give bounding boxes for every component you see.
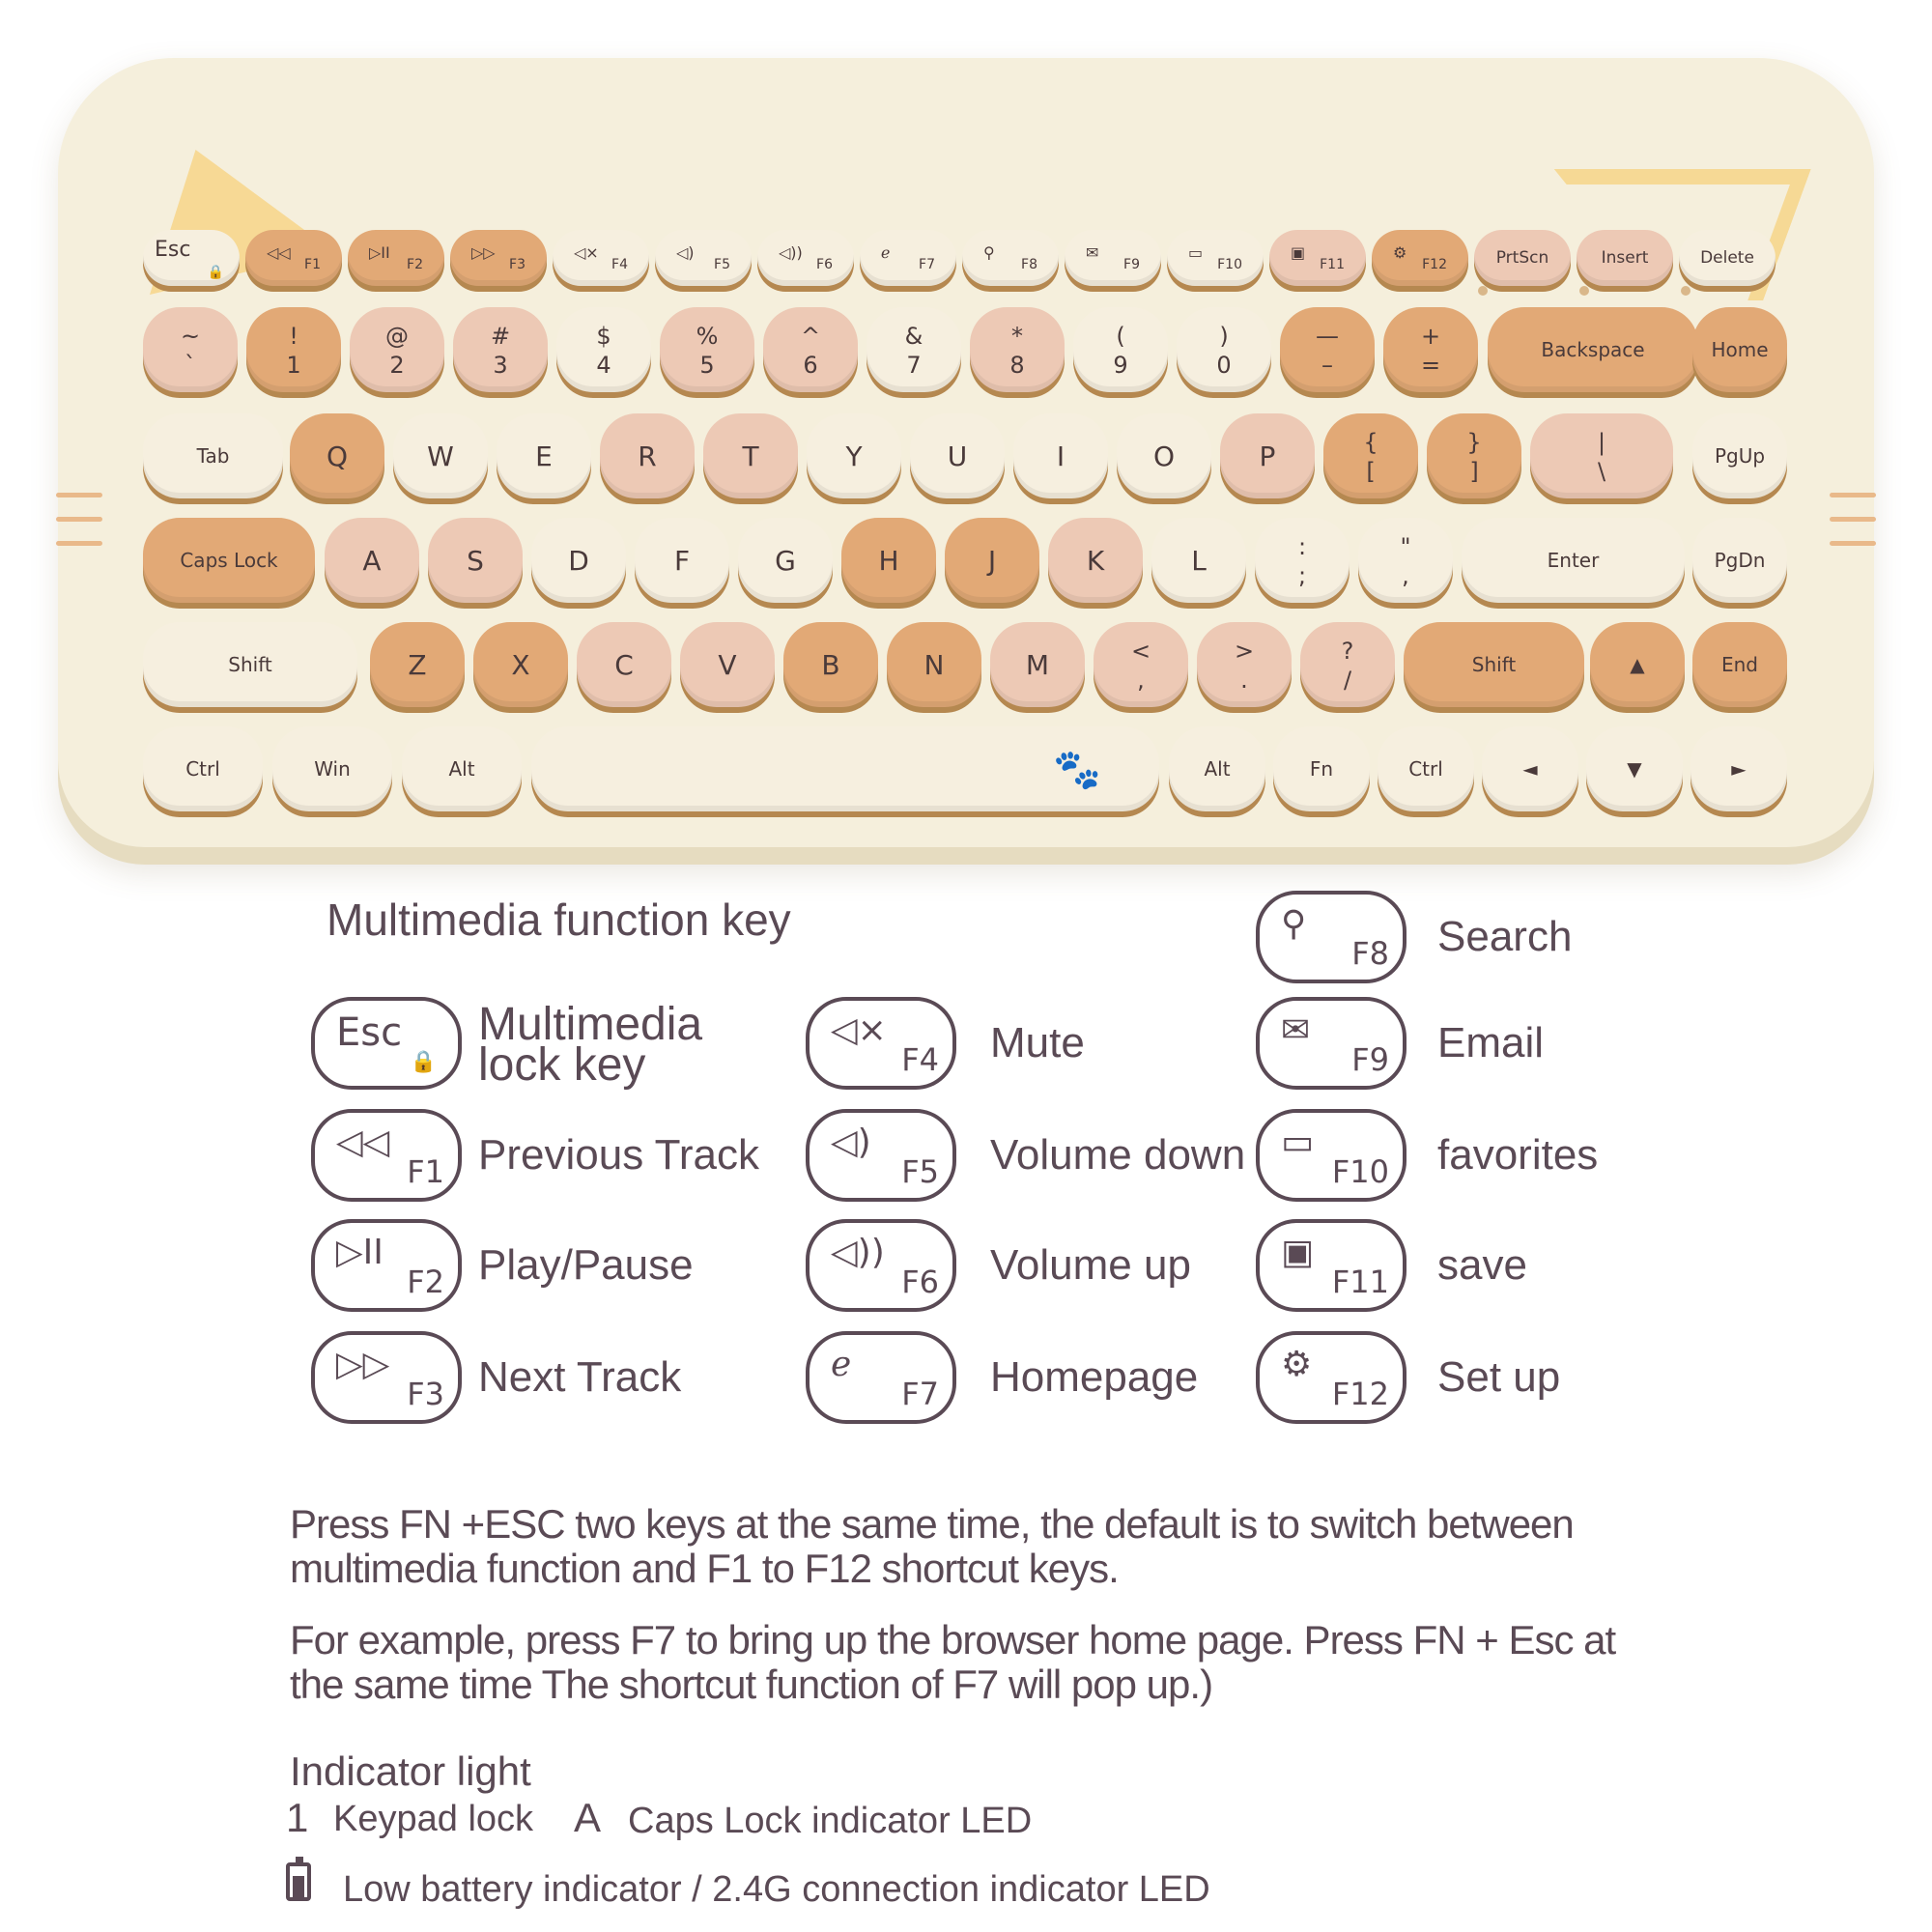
key-f9-icon: ✉ [1086,243,1099,262]
key-bottom-char: 9 [1113,352,1128,379]
key-win[interactable] [272,726,392,811]
key-f1-icon: ◁◁ [267,243,291,262]
key-letter: N [923,648,945,681]
key-f2-icon: ▷II [369,243,390,262]
key-win-label: Win [314,757,351,781]
key-letter: F [673,544,691,577]
legend-f5-fn-label: F5 [901,1153,939,1190]
legend-f8-key [1256,891,1406,983]
key-f7-icon: ℯ [881,243,891,262]
key-letter: B [821,648,840,681]
legend-f4-key [806,997,956,1090]
legend-f1-key [311,1109,462,1202]
key-f1[interactable] [245,230,342,286]
key-letter: W [427,440,454,472]
arrow-up-icon: ▲ [1630,653,1645,676]
legend-f7-fn-label: F7 [901,1376,939,1412]
key-bottom-char: 0 [1216,352,1232,379]
legend-f11-description: save [1437,1241,1527,1289]
key-bottom-char: 8 [1009,352,1025,379]
key-letter: A [362,544,382,577]
key-f2[interactable] [348,230,444,286]
legend-f4-fn-label: F4 [901,1041,939,1078]
legend-f5-icon: ◁) [831,1122,871,1162]
whisker-right-2 [1830,517,1876,522]
key-caps-lock[interactable] [143,518,315,603]
key-o[interactable] [1117,413,1211,498]
key-u[interactable] [910,413,1005,498]
key-fn-label: Fn [1309,757,1334,781]
legend-f8-description: Search [1437,913,1573,960]
key-letter: R [638,440,657,472]
key-shift-left[interactable] [143,622,357,707]
legend-f7-key [806,1331,956,1424]
caps-lock-symbol: A [574,1795,602,1840]
legend-f9-icon: ✉ [1281,1010,1311,1050]
key-f1-fn: F1 [304,257,321,272]
key-s[interactable] [428,518,523,603]
key-f5-icon: ◁) [676,243,695,262]
key-top-char: > [1234,638,1255,665]
lock-icon: 🔒 [410,1050,437,1074]
key-ctrl-left[interactable] [143,726,263,811]
key-number-7[interactable] [867,307,961,392]
key-top-char: ! [289,323,298,350]
key-letter: Y [845,440,863,472]
key-prtscn-label: PrtScn [1495,248,1549,268]
key-top-char: * [1011,323,1023,350]
key-k[interactable] [1048,518,1143,603]
key-punct-2[interactable] [1300,622,1395,707]
key-c[interactable] [577,622,671,707]
key-f5[interactable] [655,230,752,286]
legend-f12-description: Set up [1437,1353,1561,1401]
key-pgup[interactable] [1692,413,1787,498]
key-f4-fn: F4 [611,257,628,272]
key-esc[interactable] [143,230,240,286]
key-quote-1[interactable] [1358,518,1453,603]
key-w[interactable] [393,413,488,498]
key-number-6[interactable] [763,307,858,392]
caps-lock-label: Caps Lock indicator LED [628,1801,1033,1841]
legend-f5-description: Volume down [990,1131,1246,1179]
led-3 [1681,286,1690,296]
key-number-3[interactable] [453,307,548,392]
key-top-char: < [1130,638,1151,665]
key-f8-fn: F8 [1021,257,1037,272]
key-shift-label: Shift [228,653,272,676]
key-j[interactable] [945,518,1039,603]
key-top-char: @ [385,323,409,350]
whisker-left-3 [56,541,102,546]
key-g[interactable] [738,518,833,603]
key-ctrl-right-label: Ctrl [1408,757,1443,781]
key-top-char: — [1316,323,1339,350]
legend-f10-fn-label: F10 [1331,1153,1389,1190]
key-r[interactable] [600,413,695,498]
legend-f11-key [1256,1219,1406,1312]
key-y[interactable] [807,413,901,498]
key-p[interactable] [1220,413,1315,498]
key-f9[interactable] [1065,230,1161,286]
legend-esc-key [311,997,462,1090]
key-z[interactable] [370,622,465,707]
arrow-right-icon: ► [1731,757,1747,781]
legend-f3-key [311,1331,462,1424]
whisker-right-3 [1830,541,1876,546]
key-shift-right[interactable] [1404,622,1584,707]
legend-f10-key [1256,1109,1406,1202]
key-letter: J [987,544,997,577]
key-i[interactable] [1013,413,1108,498]
esc-label: Esc [336,1010,403,1055]
key-f11-icon: ▣ [1291,243,1306,262]
key-arrow-up[interactable] [1590,622,1685,707]
key-letter: V [718,648,737,681]
key-f5-fn: F5 [714,257,730,272]
key-top-char: { [1363,429,1378,456]
key-top-char: # [490,323,511,350]
key-letter: Z [408,648,427,681]
legend-f10-description: favorites [1437,1131,1599,1179]
legend-f4-description: Mute [990,1019,1085,1066]
key-f4-icon: ◁× [574,243,599,262]
key-bottom-char: 7 [906,352,922,379]
key-bottom-char: ; [1297,562,1307,589]
key-f6[interactable] [757,230,854,286]
key-alt-label: Alt [448,757,475,781]
key-f10-fn: F10 [1217,257,1242,272]
legend-f10-icon: ▭ [1281,1122,1315,1162]
legend-f5-key [806,1109,956,1202]
key-top-char: } [1466,429,1482,456]
key-bottom-char: [ [1366,458,1376,485]
legend-f2-icon: ▷II [336,1233,384,1272]
legend-f12-icon: ⚙ [1281,1345,1313,1384]
key-esc-label: Esc [155,238,191,262]
key-top-char: ^ [800,323,821,350]
key-bottom-char: 3 [493,352,508,379]
key-punct-1[interactable] [1197,622,1292,707]
key-enter-label: Enter [1547,549,1600,572]
key-number-8[interactable] [970,307,1065,392]
key-bottom-char: 5 [699,352,715,379]
key-arrow-left[interactable] [1482,726,1578,811]
legend-f1-icon: ◁◁ [336,1122,390,1162]
key-f12[interactable] [1372,230,1468,286]
key-backspace[interactable] [1488,307,1698,392]
key-bracket-1[interactable] [1427,413,1521,498]
key-pgdn[interactable] [1692,518,1787,603]
legend-f8-fn-label: F8 [1351,935,1389,972]
key-letter: U [947,440,968,472]
lock-icon: 🔒 [207,265,224,280]
legend-f12-fn-label: F12 [1331,1376,1389,1412]
key-f6-icon: ◁)) [779,243,803,262]
paw-icon: 🐾 [1053,747,1101,792]
key-pgup-label: PgUp [1714,444,1766,468]
battery-indicator-label: Low battery indicator / 2.4G connection indicator LED [343,1869,1210,1910]
legend-f2-fn-label: F2 [407,1264,444,1300]
legend-f12-key [1256,1331,1406,1424]
key-number-12[interactable] [1383,307,1478,392]
key-letter: O [1152,440,1176,472]
key-delete[interactable] [1679,230,1776,286]
key-f9-fn: F9 [1123,257,1140,272]
legend-title: Multimedia function key [327,895,791,945]
key-e[interactable] [497,413,591,498]
key-letter: G [775,544,796,577]
key-top-char: | [1597,429,1606,456]
key-letter: K [1086,544,1105,577]
key-number-9[interactable] [1073,307,1168,392]
legend-f8-icon: ⚲ [1281,904,1307,944]
key-tab[interactable] [143,413,283,498]
key-b[interactable] [783,622,878,707]
instruction-paragraph-1: Press FN +ESC two keys at the same time, the default is to switch between multimedia function and F1 to F12 shortcut keys. [290,1501,1574,1591]
key-h[interactable] [841,518,936,603]
legend-f9-description: Email [1437,1019,1545,1066]
indicator-title: Indicator light [290,1748,531,1794]
key-number-5[interactable] [660,307,754,392]
key-letter: M [1025,648,1050,681]
legend-f11-icon: ▣ [1281,1233,1315,1272]
key-f[interactable] [635,518,729,603]
key-f2-fn: F2 [407,257,423,272]
key-insert-label: Insert [1601,248,1649,268]
key-f3-fn: F3 [509,257,526,272]
key-top-char: + [1420,323,1441,350]
key-bottom-char: . [1240,667,1248,694]
key-top-char: ~ [180,323,201,350]
key-top-char: : [1297,533,1307,560]
arrow-down-icon: ▼ [1627,757,1642,781]
key-letter: Q [326,440,349,472]
led-2 [1579,286,1589,296]
battery-icon [286,1862,311,1901]
legend-f3-icon: ▷▷ [336,1345,390,1384]
key-end-label: End [1720,653,1758,676]
key-bottom-char: \ [1597,458,1606,485]
key-d[interactable] [531,518,626,603]
keypad-lock-symbol: 1 [286,1795,309,1840]
legend-f2-key [311,1219,462,1312]
key-bottom-char: / [1343,667,1352,694]
key-top-char: % [696,323,719,350]
key-f6-fn: F6 [816,257,833,272]
key-tab-label: Tab [196,444,230,468]
key-f10[interactable] [1167,230,1264,286]
legend-f9-key [1256,997,1406,1090]
key-v[interactable] [680,622,775,707]
legend-f11-fn-label: F11 [1331,1264,1389,1300]
key-number-4[interactable] [556,307,651,392]
key-number-1[interactable] [246,307,341,392]
key-space[interactable] [531,726,1159,811]
key-number-11[interactable] [1280,307,1375,392]
key-home-label: Home [1711,338,1769,361]
key-letter: I [1056,440,1065,472]
key-home[interactable] [1692,307,1787,392]
key-bottom-char: = [1420,352,1441,379]
key-t[interactable] [703,413,798,498]
whisker-left-2 [56,517,102,522]
whisker-left-1 [56,493,102,497]
legend-f6-key [806,1219,956,1312]
key-q[interactable] [290,413,384,498]
key-caps-label: Caps Lock [180,549,278,572]
key-bracket-2[interactable] [1530,413,1673,498]
legend-f2-description: Play/Pause [478,1241,694,1289]
key-f7[interactable] [860,230,956,286]
key-bottom-char: 6 [803,352,818,379]
key-fn[interactable] [1273,726,1370,811]
keypad-lock-label: Keypad lock [333,1799,534,1839]
key-bracket-0[interactable] [1323,413,1418,498]
key-ctrl-right[interactable] [1378,726,1474,811]
key-f11[interactable] [1269,230,1366,286]
key-letter: P [1259,440,1276,472]
key-letter: D [568,544,589,577]
key-bottom-char: ` [185,352,196,379]
legend-f3-description: Next Track [478,1353,682,1401]
key-f12-fn: F12 [1422,257,1447,272]
key-shift-right-label: Shift [1471,653,1517,676]
key-f3[interactable] [450,230,547,286]
key-bottom-char: 1 [286,352,301,379]
legend-f6-fn-label: F6 [901,1264,939,1300]
key-punct-0[interactable] [1094,622,1188,707]
legend-f4-icon: ◁× [831,1010,887,1050]
key-arrow-right[interactable] [1690,726,1787,811]
legend-f6-icon: ◁)) [831,1233,885,1272]
key-number-2[interactable] [350,307,444,392]
key-letter: C [614,648,634,681]
key-bottom-char: , [1402,562,1409,589]
key-letter: T [742,440,759,472]
key-f12-icon: ⚙ [1393,243,1407,262]
key-letter: E [535,440,553,472]
key-prtscn[interactable] [1474,230,1571,286]
key-quote-0[interactable] [1255,518,1350,603]
key-arrow-down[interactable] [1586,726,1683,811]
key-top-char: $ [596,323,611,350]
key-bottom-char: ] [1469,458,1479,485]
legend-f1-fn-label: F1 [407,1153,444,1190]
key-bottom-char: 4 [596,352,611,379]
key-f8[interactable] [962,230,1059,286]
legend-f6-description: Volume up [990,1241,1191,1289]
key-insert[interactable] [1577,230,1673,286]
key-bottom-char: , [1137,667,1145,694]
key-top-char: ) [1219,323,1229,350]
legend-f7-icon: ℯ [831,1345,852,1384]
key-top-char: & [904,323,923,350]
key-m[interactable] [990,622,1085,707]
led-1 [1478,286,1488,296]
key-delete-label: Delete [1700,248,1754,268]
legend-esc-description: Multimedia lock key [478,999,703,1091]
key-pgdn-label: PgDn [1714,549,1766,572]
key-backspace-label: Backspace [1541,338,1645,361]
whisker-right-1 [1830,493,1876,497]
key-f11-fn: F11 [1320,257,1345,272]
key-alt-left[interactable] [402,726,522,811]
key-bottom-char: 2 [389,352,405,379]
key-letter: H [878,544,899,577]
key-end[interactable] [1692,622,1787,707]
key-number-10[interactable] [1177,307,1271,392]
key-f4[interactable] [553,230,649,286]
key-letter: S [467,544,484,577]
key-f10-icon: ▭ [1188,243,1204,262]
key-letter: X [511,648,530,681]
arrow-left-icon: ◄ [1522,757,1538,781]
key-n[interactable] [887,622,981,707]
key-letter: L [1191,544,1207,577]
key-bottom-char: – [1321,352,1333,379]
key-number-0[interactable] [143,307,238,392]
key-alt-right-label: Alt [1204,757,1231,781]
key-top-char: " [1400,533,1411,560]
legend-f1-description: Previous Track [478,1131,759,1179]
key-l[interactable] [1151,518,1246,603]
key-a[interactable] [325,518,419,603]
legend-f7-description: Homepage [990,1353,1199,1401]
key-ctrl-label: Ctrl [185,757,220,781]
key-enter[interactable] [1462,518,1685,603]
legend-f9-fn-label: F9 [1351,1041,1389,1078]
key-f8-icon: ⚲ [983,243,995,262]
key-f7-fn: F7 [919,257,935,272]
key-top-char: ( [1116,323,1125,350]
instruction-paragraph-2: For example, press F7 to bring up the browser home page. Press FN + Esc at the same time The shortcut function of F7 will pop up.) [290,1617,1616,1707]
key-alt-right[interactable] [1169,726,1265,811]
key-x[interactable] [473,622,568,707]
legend-f3-fn-label: F3 [407,1376,444,1412]
key-top-char: ? [1341,638,1354,665]
key-f3-icon: ▷▷ [471,243,496,262]
